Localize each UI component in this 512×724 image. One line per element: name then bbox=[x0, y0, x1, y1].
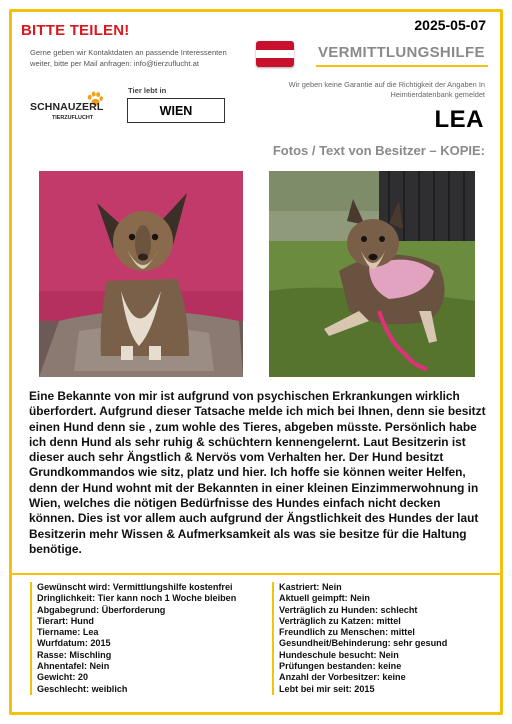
fact-species: Tierart: Hund bbox=[37, 615, 94, 626]
location-value: WIEN bbox=[159, 103, 193, 118]
facts-left-column bbox=[30, 582, 250, 695]
fact-pedigree: Ahnentafel: Nein bbox=[37, 661, 110, 672]
logo-wordmark: SCHNAUZERL bbox=[30, 101, 104, 113]
fact-vaccinated: Aktuell geimpft: Nein bbox=[279, 593, 370, 604]
fact-sex: Geschlecht: weiblich bbox=[37, 683, 128, 694]
fact-health: Gesundheit/Behinderung: sehr gesund bbox=[279, 638, 448, 649]
fact-weight: Gewicht: 20 bbox=[37, 672, 89, 683]
fact-name: Tiername: Lea bbox=[37, 627, 99, 638]
fact-living-since: Lebt bei mir seit: 2015 bbox=[279, 683, 375, 694]
share-label: BITTE TEILEN! bbox=[21, 22, 130, 39]
owner-story-text: Eine Bekannte von mir ist aufgrund von psychischen Erkrankungen wirklich überfordert. Aufgrund dieser Tatsache melde ich mich bei Ihnen, denn sie besitzt einen Hund denn sie , zum wohle des Tieres, abgeben müsste. Persönlich habe ich denn Hund als sehr ruhig & schüchtern kennengelernt. Laut Besitzerin ist dieser auch sehr Ängstlich & Nervös vom Verhalten her. Der Hund besitzt Grundkommandos wie sitz, platz und hier. Ich hoffe sie können weiter Helfen, denn der Hund wohnt mit der Bekannten in einer kleinen Einzimmerwohnung in Wien, welches die nötigen Bedürfnisse des Hundes einfach nicht decken können. Dies ist vor allem auch aufgrund der Ängstlichkeit des Hundes der laut Besitzerin mehr Wissen & Aufmerksamkeit als was sie besitze für die Haltung benötige. bbox=[29, 389, 486, 556]
fact-dogs-compat: Verträglich zu Hunden: schlecht bbox=[279, 604, 418, 615]
post-date: 2025-05-07 bbox=[414, 17, 486, 33]
fact-exams: Prüfungen bestanden: keine bbox=[279, 661, 402, 672]
disclaimer-text: Wir geben keine Garantie auf die Richtigkeit der Angaben In Heimtierdatenbank gemeldet bbox=[288, 80, 485, 99]
fact-previous-owners: Anzahl der Vorbesitzer: keine bbox=[279, 672, 406, 683]
dog-photo-lying bbox=[269, 171, 475, 377]
fact-request: Gewünscht wird: Vermittlungshilfe kostenfrei bbox=[37, 582, 233, 592]
logo-subtitle: TIERZUFLUCHT bbox=[52, 115, 94, 121]
photos-caption: Fotos / Text von Besitzer – KOPIE: bbox=[272, 143, 485, 158]
location-box bbox=[127, 98, 225, 123]
program-title: VERMITTLUNGSHILFE bbox=[318, 44, 485, 61]
fact-cats-compat: Verträglich zu Katzen: mittel bbox=[279, 615, 401, 626]
facts-right-column bbox=[272, 582, 492, 695]
title-underline bbox=[316, 65, 488, 67]
fact-dog-school: Hundeschule besucht: Nein bbox=[279, 649, 399, 660]
dog-photo-sitting bbox=[39, 171, 243, 377]
fact-neutered: Kastriert: Nein bbox=[279, 582, 342, 592]
fact-people-friendly: Freundlich zu Menschen: mittel bbox=[279, 627, 415, 638]
animal-name: LEA bbox=[434, 106, 484, 133]
austria-flag-icon bbox=[256, 41, 294, 67]
location-label: Tier lebt in bbox=[128, 86, 167, 95]
fact-birth-year: Wurfdatum: 2015 bbox=[37, 638, 111, 649]
schnauzerl-logo bbox=[30, 95, 106, 125]
fact-breed: Rasse: Mischling bbox=[37, 649, 112, 660]
fact-reason: Abgabegrund: Überforderung bbox=[37, 604, 166, 615]
fact-urgency: Dringlichkeit: Tier kann noch 1 Woche bleiben bbox=[37, 593, 237, 604]
contact-intro: Gerne geben wir Kontaktdaten an passende Interessenten weiter, bitte per Mail anfragen: info@tierzuflucht.at bbox=[30, 48, 227, 68]
facts-divider bbox=[12, 573, 500, 575]
